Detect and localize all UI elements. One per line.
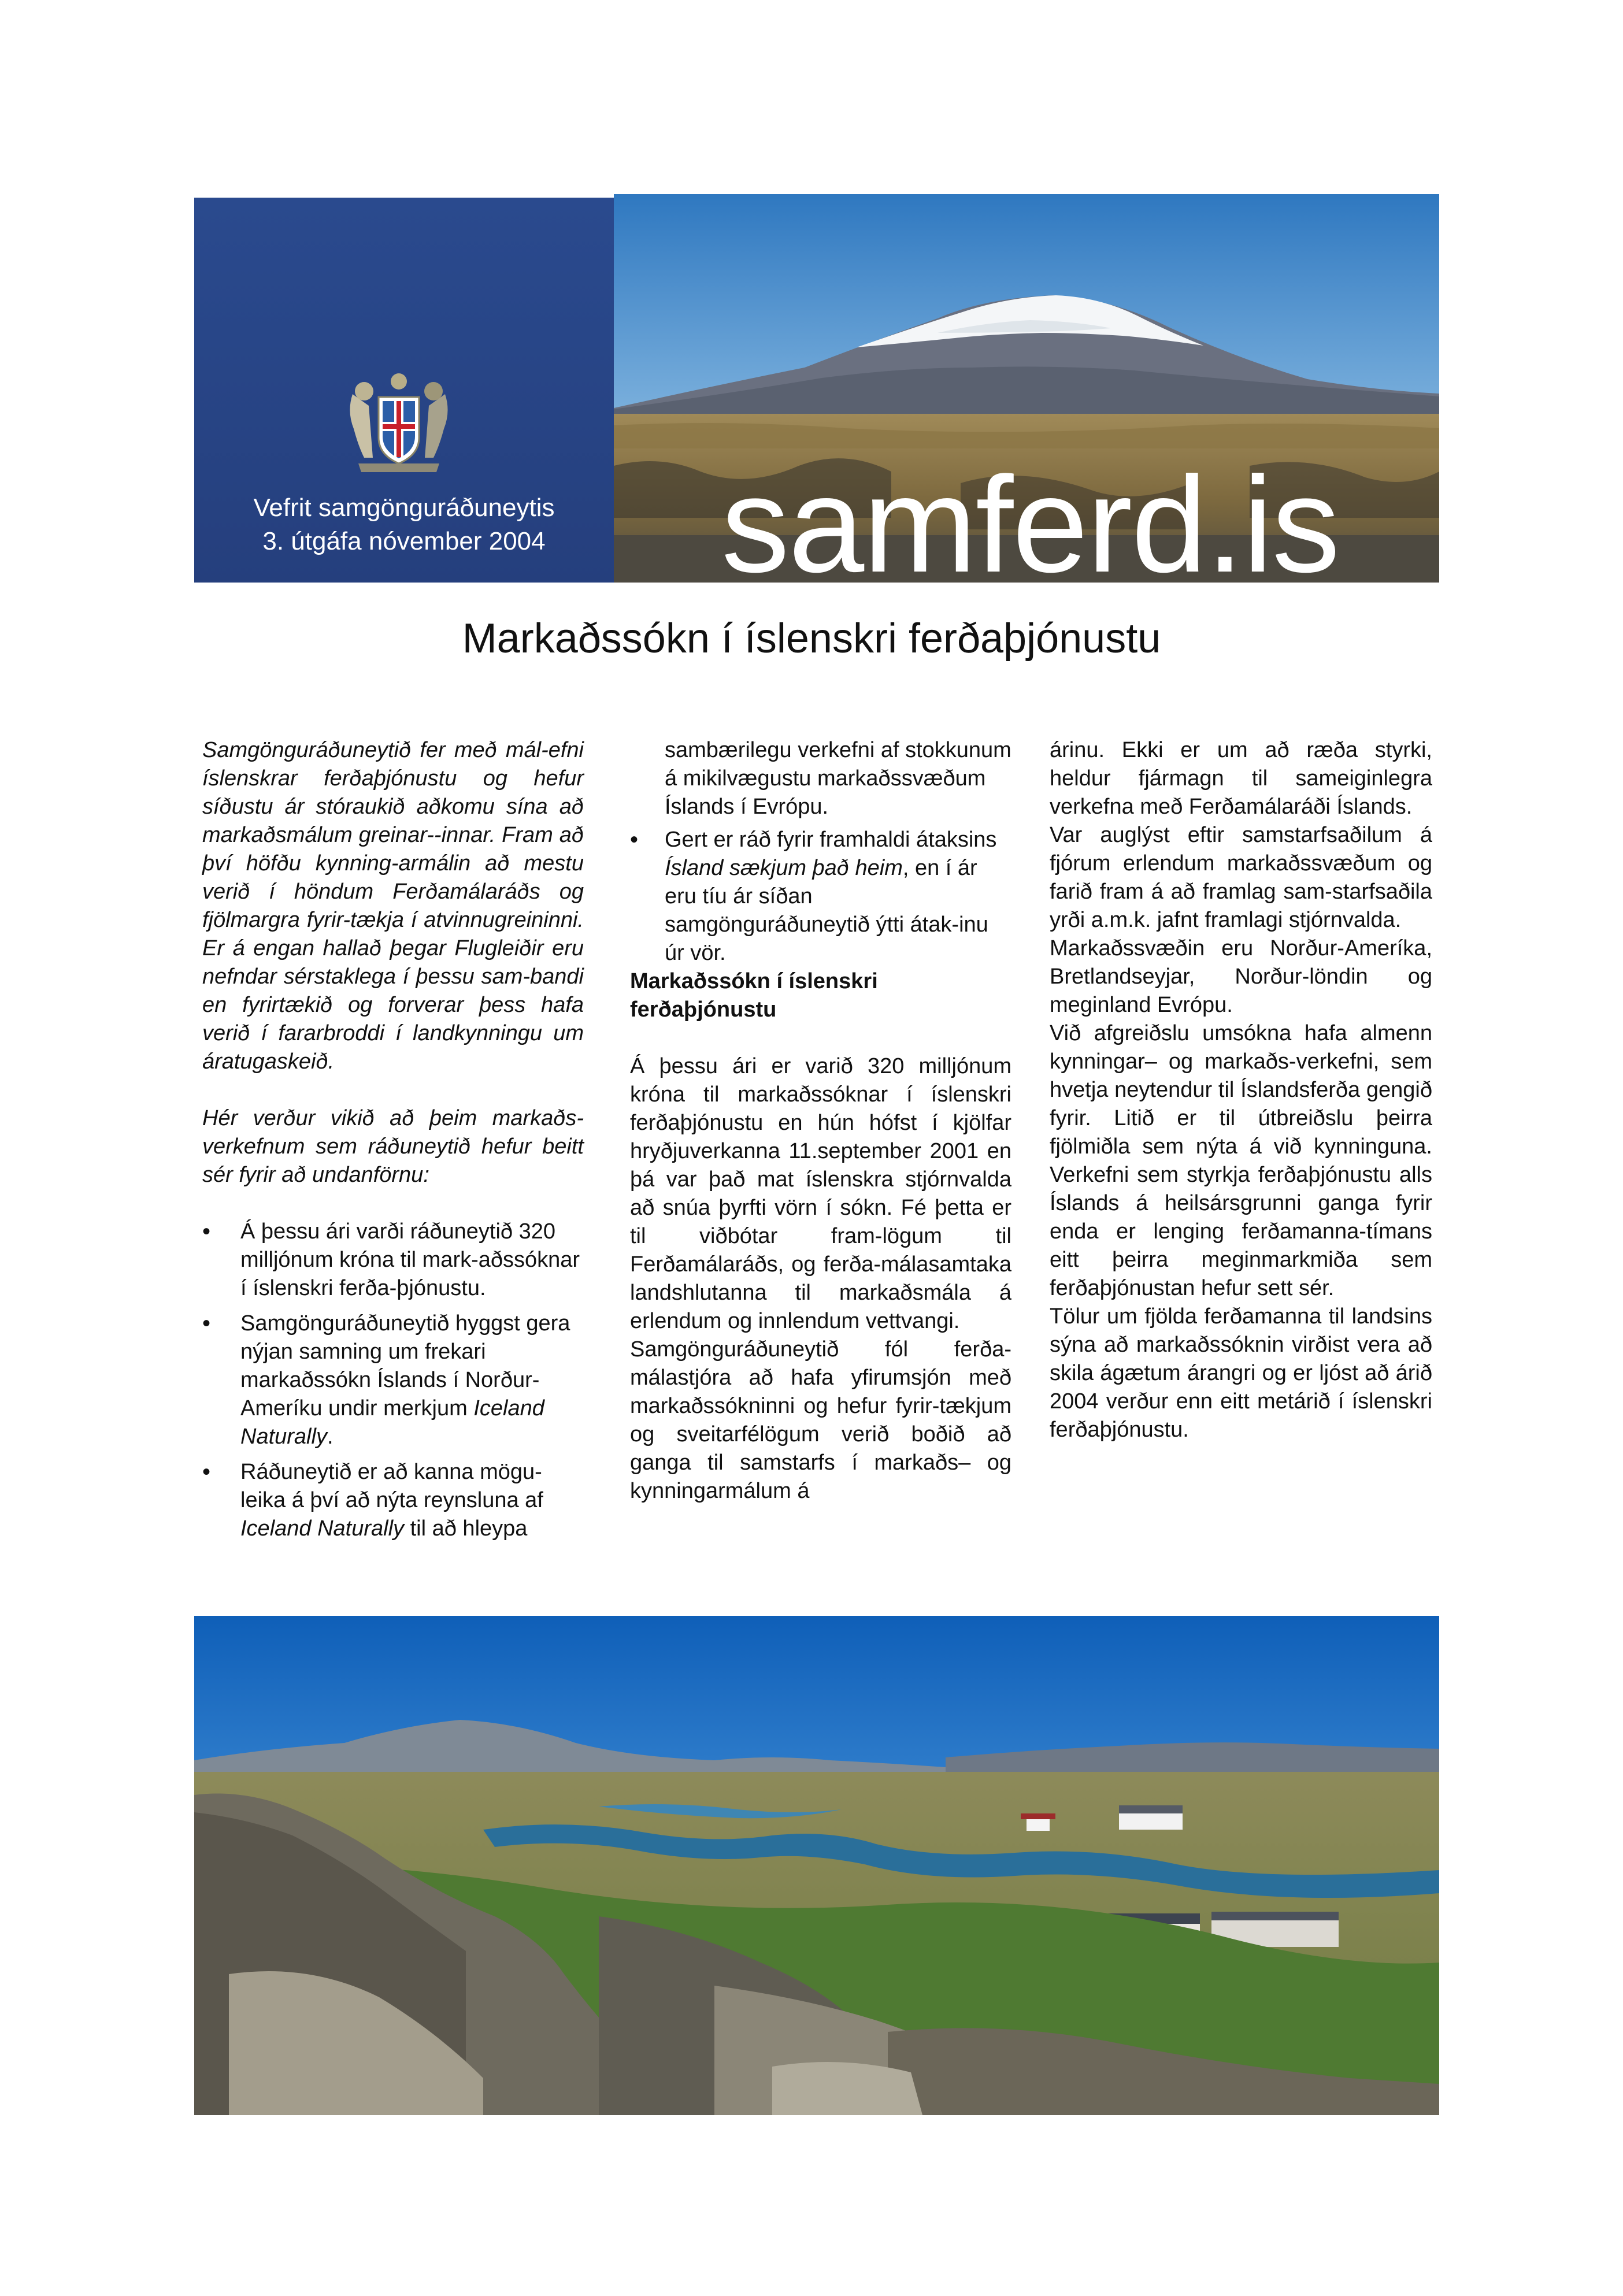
article-column-2 — [630, 736, 1011, 1505]
list-item: • Ráðuneytið er að kanna mögu-leika á því að nýta reynsluna af Iceland Naturally til að hleypa — [202, 1458, 584, 1543]
section-heading: Markaðssókn í íslenskri ferðaþjónustu — [630, 969, 878, 1022]
body-paragraph: Á þessu ári er varið 320 milljónum króna til markaðssóknar í íslenskri ferðaþjónustu en hún hófst í kjölfar hryðjuverkanna 11.september 2001 en þá var það mat íslenskra stjórnvalda að snúa þyrfti vörn í sókn. Fé þetta er til viðbótar fram-lögum til Ferðamálaráðs, og ferða-málasamtaka landshlutanna til markaðsmála á erlendum og innlendum vettvangi. — [630, 1054, 1011, 1333]
header-blue-panel — [194, 198, 614, 583]
body-paragraph: Markaðssvæðin eru Norður-Ameríka, Bretlandseyjar, Norður-löndin og meginland Evrópu. — [1050, 936, 1432, 1017]
issuer-line-1: Vefrit samgönguráðuneytis — [253, 494, 555, 522]
body-paragraph: Tölur um fjölda ferðamanna til landsins sýna að markaðssóknin virðist vera að skila ágætum árangri og er ljóst að árið 2004 verður enn eitt metárið í íslenskri ferðaþjónustu. — [1050, 1304, 1432, 1442]
measures-list — [202, 1218, 584, 1543]
site-title: samferd.is — [721, 448, 1339, 601]
list-item: sambærilegu verkefni af stokkunum á mikilvægustu markaðssvæðum Íslands í Evrópu. — [665, 738, 1011, 819]
list-item: • Á þessu ári varði ráðuneytið 320 milljónum króna til mark-aðssóknar í íslenskri ferða-þjónustu. — [202, 1218, 584, 1303]
list-item: • Gert er ráð fyrir framhaldi átaksins Ísland sækjum það heim, en í ár eru tíu ár síðan samgönguráðuneytið ýtti átak-inu úr vör. — [630, 826, 1011, 967]
intro-paragraph: Samgönguráðuneytið fer með mál-efni íslenskrar ferðaþjónustu og hefur síðustu ár stóraukið aðkomu sína að markaðsmálum greinar--innar. Fram að því höfðu kynning-armálin að mestu verið í höndum Ferðamálaráðs og fjölmargra fyrir-tækja í atvinnugreininni. Er á engan hallað þegar Flugleiðir eru nefndar sérstaklega í þessu sam-bandi en fyrirtækið og forverar þess hafa verið í fararbroddi í landkynningu um áratugaskeið. — [202, 738, 584, 1074]
body-paragraph: Samgönguráðuneytið fól ferða-málastjóra að hafa yfirumsjón með markaðssókninni og hefur fyrir-tækjum og sveitarfélögum verið boðið að ganga til samstarfs í markaðs– og kynningarmálum á — [630, 1337, 1011, 1503]
coat-of-arms-icon — [341, 371, 457, 475]
footer-landscape-photo — [194, 1616, 1439, 2115]
article-title: Markaðssókn í íslenskri ferðaþjónustu — [462, 615, 1161, 662]
issue-date-line: 3. útgáfa nóvember 2004 — [262, 527, 546, 555]
body-paragraph: árinu. Ekki er um að ræða styrki, heldur fjármagn til sameiginlegra verkefna með Ferðamálaráði Íslands. — [1050, 738, 1432, 819]
body-paragraph: Var auglýst eftir samstarfsaðilum á fjórum erlendum markaðssvæðum og farið fram á að framlag sam-starfsaðila yrði a.m.k. jafnt framlagi stjórnvalda. — [1050, 823, 1432, 932]
intro-paragraph-2: Hér verður vikið að þeim markaðs-verkefnum sem ráðuneytið hefur beitt sér fyrir að undanförnu: — [202, 1106, 584, 1187]
body-paragraph: Við afgreiðslu umsókna hafa almenn kynningar– og markaðs-verkefni, sem hvetja neytendur til Íslandsferða gengið fyrir. Litið er til útbreiðslu þeirra fjölmiðla sem nýta á við kynninguna. Verkefni sem styrkja ferðaþjónustu alls Íslands á heilsársgrunni ganga fyrir enda er lenging ferðamanna-tímans eitt þeirra meginmarkmiða sem ferðaþjónustan hefur sett sér. — [1050, 1021, 1432, 1300]
article-column-3 — [1050, 736, 1432, 1444]
article-column-1 — [202, 736, 584, 1543]
measures-list-continued — [630, 736, 1011, 967]
list-item: • Samgönguráðuneytið hyggst gera nýjan samning um frekari markaðssókn Íslands í Norður-Ameríku undir merkjum Iceland Naturally. — [202, 1310, 584, 1451]
